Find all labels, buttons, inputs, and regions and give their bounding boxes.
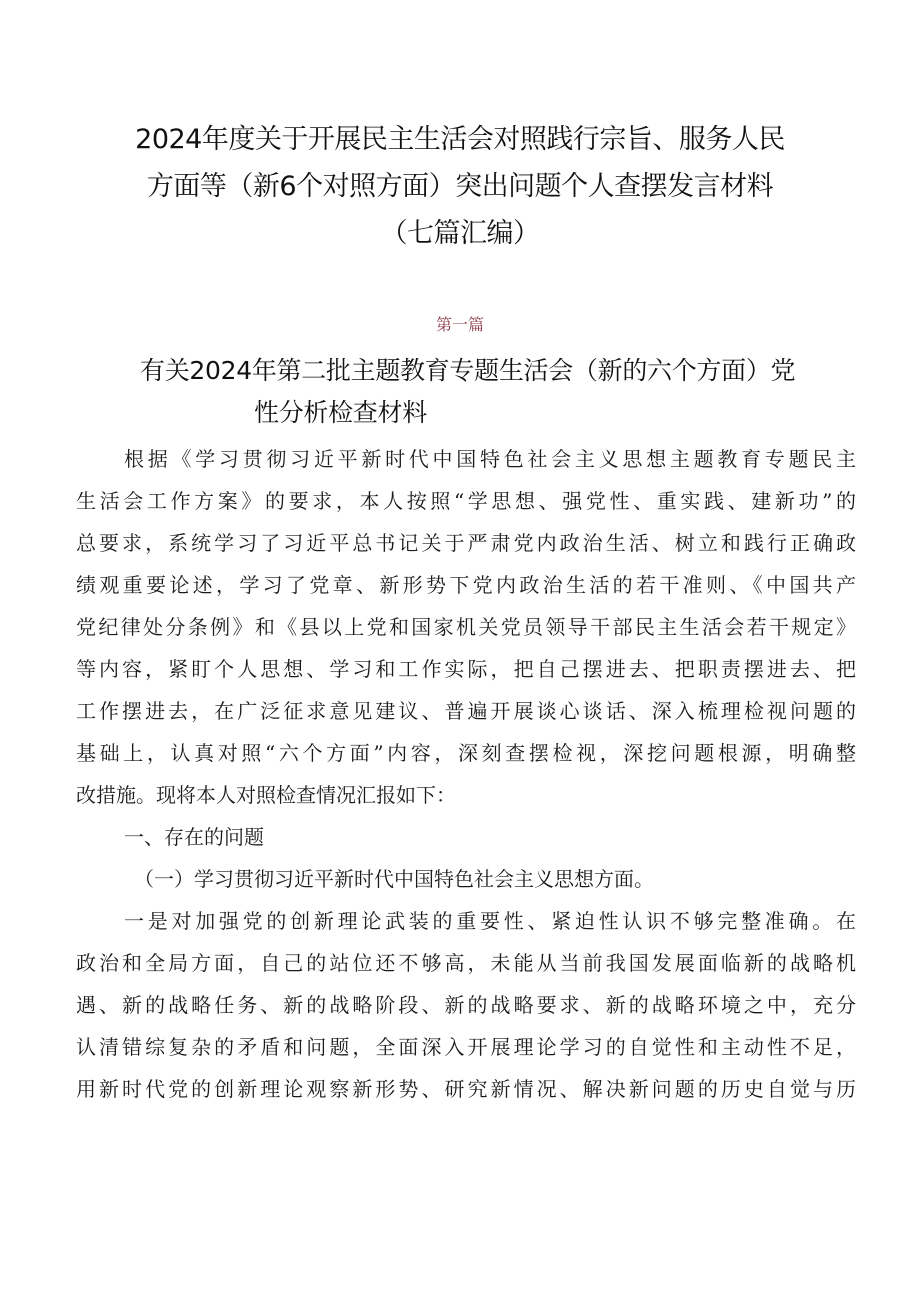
title-line-2: 方面等（新6个对照方面）突出问题个人查摆发言材料 [146,171,774,202]
paragraph1-line: 生活会工作方案》的要求，本人按照“学思想、强党性、重实践、建新功”的 [76,489,856,513]
paragraph2-line: 政治和全局方面，自己的站位还不够高，未能从当前我国发展面临新的战略机 [76,951,856,975]
section-label: 第一篇 [435,315,484,334]
title-line-1: 2024年度关于开展民主生活会对照践行宗旨、服务人民 [135,124,785,155]
paragraph2-line: 一是对加强党的创新理论武装的重要性、紧迫性认识不够完整准确。在 [124,909,856,933]
paragraph1-line: 等内容，紧盯个人思想、学习和工作实际，把自己摆进去、把职责摆进去、把 [76,657,856,681]
document-title [60,116,860,257]
section-heading-2: （一）学习贯彻习近平新时代中国特色社会主义思想方面。 [134,867,654,891]
paragraph2-line: 认清错综复杂的矛盾和问题，全面深入开展理论学习的自觉性和主动性不足， [76,1035,856,1059]
article-title-line-2: 性分析检查材料 [254,398,427,427]
article-title-line-1: 有关2024年第二批主题教育专题生活会（新的六个方面）党 [140,356,796,385]
paragraph2-line: 遇、新的战略任务、新的战略阶段、新的战略要求、新的战略环境之中，充分 [76,993,856,1017]
paragraph1-line: 工作摆进去，在广泛征求意见建议、普遍开展谈心谈话、深入梳理检视问题的 [76,699,856,723]
paragraph1-line: 基础上，认真对照“六个方面”内容，深刻查摆检视，深挖问题根源，明确整 [76,741,856,765]
article-title [140,350,860,434]
paragraph1-line: 总要求，系统学习了习近平总书记关于严肃党内政治生活、树立和践行正确政 [76,531,856,555]
title-line-3: （七篇汇编） [380,218,540,249]
paragraph1-line: 根据《学习贯彻习近平新时代中国特色社会主义思想主题教育专题民主 [124,447,856,471]
paragraph1-line: 改措施。现将本人对照检查情况汇报如下： [76,783,456,807]
paragraph2-line: 用新时代党的创新理论观察新形势、研究新情况、解决新问题的历史自觉与历 [76,1077,856,1101]
paragraph1-line: 党纪律处分条例》和《县以上党和国家机关党员领导干部民主生活会若干规定》 [76,615,856,639]
paragraph1-line: 绩观重要论述，学习了党章、新形势下党内政治生活的若干准则、《中国共产 [76,573,856,597]
body-text [76,438,856,1110]
section-heading-1: 一、存在的问题 [124,825,264,849]
